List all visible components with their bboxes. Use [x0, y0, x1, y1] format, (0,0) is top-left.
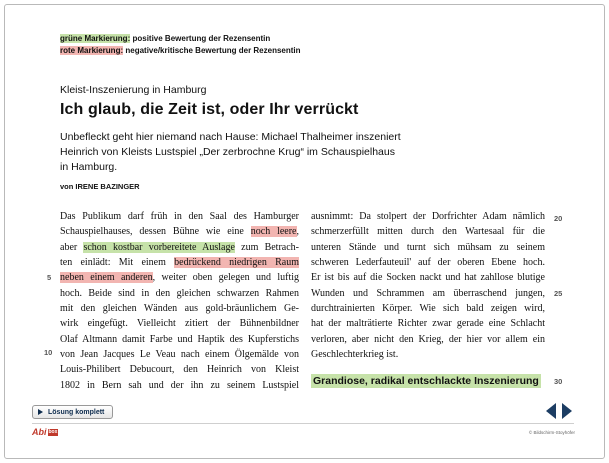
solution-complete-button[interactable]	[32, 405, 113, 419]
negative-highlight: neben einem anderen	[60, 272, 153, 284]
legend-green-text: positive Bewertung der Rezensentin	[132, 34, 271, 43]
line-number: 20	[554, 214, 563, 223]
text-line: Olaf Altmann damit Farbe und Haptik des Kupferstichs	[60, 333, 299, 345]
lead-line: in Hamburg.	[60, 161, 118, 173]
triangle-right-icon[interactable]	[561, 402, 573, 420]
text-line: unteren Stände und turnt sich mühsam zu seinem	[311, 241, 545, 253]
legend-red-text: negative/kritische Bewertung der Rezensentin	[125, 46, 301, 55]
legend	[60, 33, 301, 57]
lead-line: Heinrich von Kleists Lustspiel „Der zerbrochne Krug“ im Schauspielhaus	[60, 146, 395, 158]
positive-highlight: schon kostbar vorbereitete Auslage	[83, 241, 235, 253]
line-number: 30	[554, 377, 563, 386]
lead-line: Unbefleckt geht hier niemand nach Hause: Michael Thalheimer inszeniert	[60, 131, 401, 143]
text-line: ten einlädt: Mit einem bedrückend niedrigen Raum	[60, 257, 300, 269]
triangle-left-icon[interactable]	[545, 402, 557, 420]
text-line: Das Publikum darf früh in den Saal des Hamburger	[60, 211, 299, 222]
text-line: schweren Lederfauteuil' auf der oberen Ebene hoch.	[311, 257, 545, 269]
copyright-note: © Bildschirm-Stoyhöfer	[528, 430, 575, 435]
text-line: 1802 in Bern sah und der ihn zu seinem Lustspiel	[60, 379, 299, 391]
footer-divider	[32, 423, 574, 424]
article-lead	[60, 130, 440, 175]
text-line: von Jean Jacques Le Veau nach einem Ölgemälde von	[60, 349, 299, 361]
text-line: mit den gleichen Wänden aus gold-bräunlichem Ge-	[60, 303, 299, 315]
line-number: 5	[47, 273, 52, 282]
text-line: aber schon kostbar vorbereitete Auslage zum Betrach-	[60, 241, 299, 253]
line-number: 10	[44, 348, 53, 357]
article-column-right	[311, 209, 545, 362]
solution-button-label: Lösung komplett	[48, 408, 105, 416]
text-line: Schauspielhauses, dessen Bühne wie eine noch leere,	[60, 226, 299, 238]
article-column-left	[60, 209, 299, 393]
text-line: durchtrainierten Körper. Wie sich bald zeigen wird,	[311, 303, 545, 315]
article-headline: Ich glaub, die Zeit ist, oder Ihr verrückt	[60, 101, 359, 118]
line-number: 25	[554, 289, 563, 298]
text-line: Louis-Philibert Debucourt, den Heinrich von Kleist	[60, 364, 299, 376]
text-line: verloren, aber nicht den Krieg, der hier vor allem ein	[311, 333, 545, 345]
text-line: neben einem anderen, weiter oben gelegen und luftig	[60, 272, 299, 284]
article-author: von IRENE BAZINGER	[60, 182, 140, 191]
text-line: wirk eingefügt. Vielleicht zitiert der Bühnenbildner	[60, 318, 299, 330]
play-icon	[38, 409, 43, 415]
text-line: hat der malträtierte Richter zwar gerade eine Schlacht	[311, 318, 545, 330]
text-line: Wunden und Schrammen am überraschend jungen,	[311, 287, 545, 299]
legend-red-term: rote Markierung:	[60, 46, 124, 55]
article-kicker: Kleist-Inszenierung in Hamburg	[60, 84, 207, 96]
text-line: Er ist bis auf die Socken nackt und hat zahllose blutige	[311, 272, 545, 284]
legend-positive	[60, 33, 301, 45]
publisher-logo: Abi box	[32, 427, 58, 437]
text-line: Geschlechterkrieg ist.	[311, 349, 399, 361]
article-subheading: Grandiose, radikal entschlackte Inszenierung	[313, 375, 539, 387]
text-line: ausnimmt: Da stolpert der Dorfrichter Adam nämlich	[311, 211, 545, 222]
negative-highlight: bedrückend niedrigen Raum	[174, 257, 300, 269]
text-line: hoch. Beide sind in den gleichen schwarzen Rahmen	[60, 287, 299, 299]
negative-highlight: noch leere	[250, 226, 297, 238]
text-line: schmerzerfüllt mitten durch den Wartesaal für die	[311, 226, 545, 238]
legend-negative	[60, 45, 301, 57]
legend-green-term: grüne Markierung:	[60, 34, 131, 43]
